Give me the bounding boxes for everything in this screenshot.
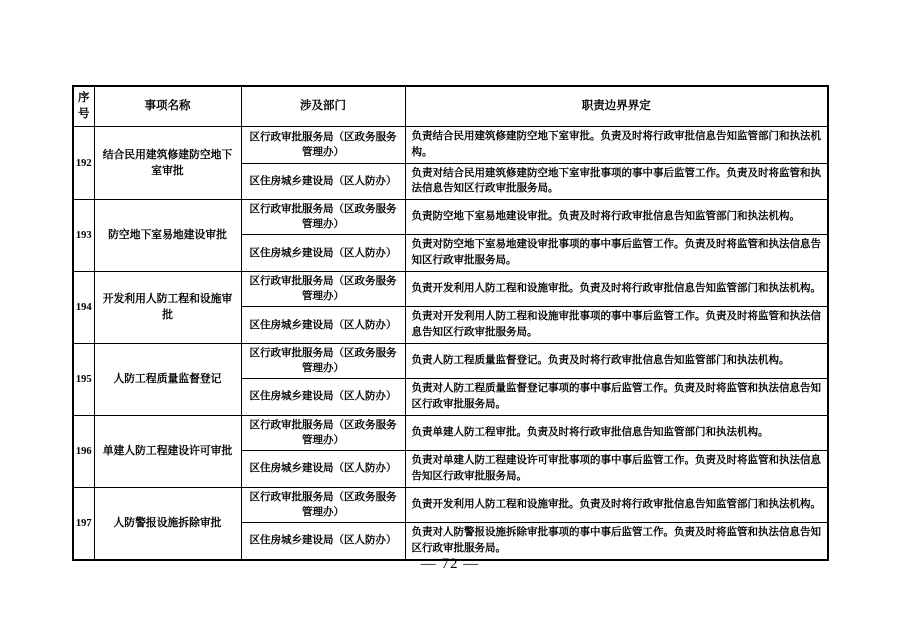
department-cell: 区住房城乡建设局（区人防办） — [241, 163, 405, 200]
department-cell: 区行政审批服务局（区政务服务管理办） — [241, 343, 405, 378]
page-number: — 72 — — [420, 556, 480, 572]
column-header-duty: 职责边界界定 — [405, 86, 828, 127]
column-header-name: 事项名称 — [94, 86, 241, 127]
department-cell: 区住房城乡建设局（区人防办） — [241, 307, 405, 344]
duty-cell: 负责对单建人防工程建设许可审批事项的事中事后监管工作。负责及时将监管和执法信息告知区行政审批服务局。 — [405, 451, 828, 488]
column-header-no: 序号 — [73, 86, 94, 127]
department-cell: 区住房城乡建设局（区人防办） — [241, 379, 405, 416]
row-number: 196 — [73, 415, 94, 487]
table-row — [73, 343, 828, 378]
department-cell: 区住房城乡建设局（区人防办） — [241, 451, 405, 488]
item-name-cell: 结合民用建筑修建防空地下室审批 — [94, 127, 241, 200]
column-header-dept: 涉及部门 — [241, 86, 405, 127]
department-cell: 区行政审批服务局（区政务服务管理办） — [241, 415, 405, 450]
table-row — [73, 415, 828, 450]
table-row — [73, 127, 828, 164]
department-cell: 区住房城乡建设局（区人防办） — [241, 523, 405, 560]
item-name-cell: 防空地下室易地建设审批 — [94, 200, 241, 272]
department-cell: 区住房城乡建设局（区人防办） — [241, 235, 405, 272]
responsibility-table — [72, 85, 829, 561]
department-cell: 区行政审批服务局（区政务服务管理办） — [241, 127, 405, 164]
table-row — [73, 200, 828, 235]
department-cell: 区行政审批服务局（区政务服务管理办） — [241, 271, 405, 306]
duty-cell: 负责结合民用建筑修建防空地下室审批。负责及时将行政审批信息告知监管部门和执法机构。 — [405, 127, 828, 164]
duty-cell: 负责对开发利用人防工程和设施审批事项的事中事后监管工作。负责及时将监管和执法信息告知区行政审批服务局。 — [405, 307, 828, 344]
department-cell: 区行政审批服务局（区政务服务管理办） — [241, 200, 405, 235]
item-name-cell: 人防警报设施拆除审批 — [94, 487, 241, 559]
row-number: 194 — [73, 271, 94, 343]
duty-cell: 负责开发利用人防工程和设施审批。负责及时将行政审批信息告知监管部门和执法机构。 — [405, 487, 828, 522]
duty-cell: 负责对防空地下室易地建设审批事项的事中事后监管工作。负责及时将监管和执法信息告知区行政审批服务局。 — [405, 235, 828, 272]
row-number: 195 — [73, 343, 94, 415]
item-name-cell: 开发利用人防工程和设施审批 — [94, 271, 241, 343]
duty-cell: 负责单建人防工程审批。负责及时将行政审批信息告知监管部门和执法机构。 — [405, 415, 828, 450]
duty-cell: 负责对人防警报设施拆除审批事项的事中事后监管工作。负责及时将监管和执法信息告知区行政审批服务局。 — [405, 523, 828, 560]
item-name-cell: 人防工程质量监督登记 — [94, 343, 241, 415]
row-number: 193 — [73, 200, 94, 272]
department-cell: 区行政审批服务局（区政务服务管理办） — [241, 487, 405, 522]
duty-cell: 负责人防工程质量监督登记。负责及时将行政审批信息告知监管部门和执法机构。 — [405, 343, 828, 378]
row-number: 192 — [73, 127, 94, 200]
duty-cell: 负责防空地下室易地建设审批。负责及时将行政审批信息告知监管部门和执法机构。 — [405, 200, 828, 235]
row-number: 197 — [73, 487, 94, 559]
table-header-row — [73, 86, 828, 127]
duty-cell: 负责开发利用人防工程和设施审批。负责及时将行政审批信息告知监管部门和执法机构。 — [405, 271, 828, 306]
table-row — [73, 487, 828, 522]
table-row — [73, 271, 828, 306]
duty-cell: 负责对人防工程质量监督登记事项的事中事后监管工作。负责及时将监管和执法信息告知区行政审批服务局。 — [405, 379, 828, 416]
duty-cell: 负责对结合民用建筑修建防空地下室审批事项的事中事后监管工作。负责及时将监管和执法信息告知区行政审批服务局。 — [405, 163, 828, 200]
item-name-cell: 单建人防工程建设许可审批 — [94, 415, 241, 487]
